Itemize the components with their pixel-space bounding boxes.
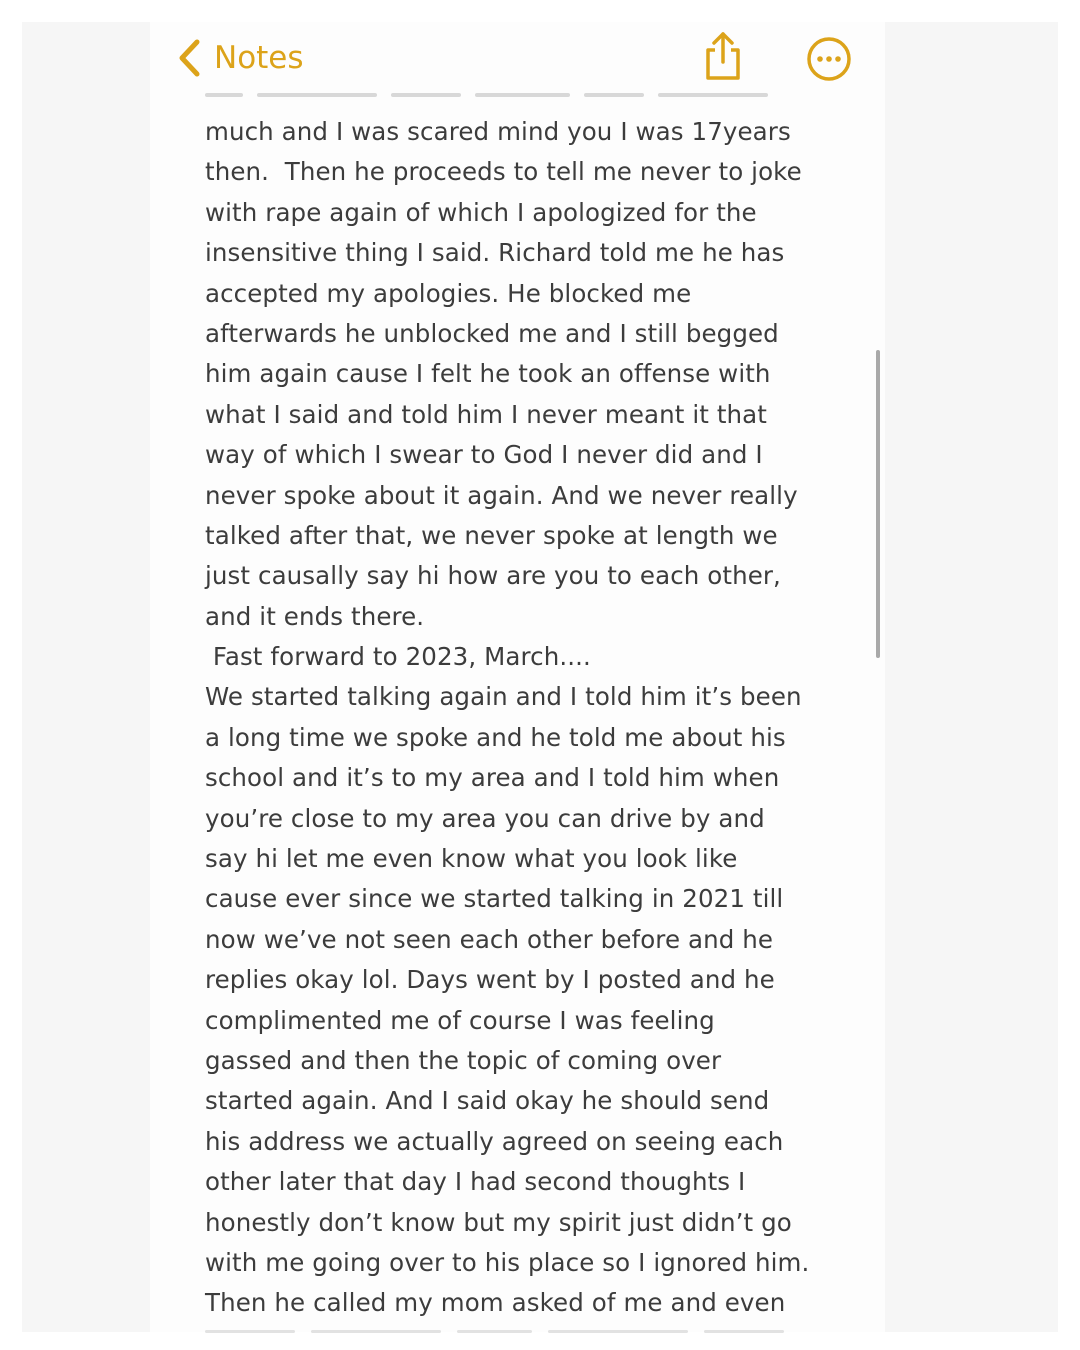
note-line: with me going over to his place so I ignored him. [205, 1247, 810, 1277]
scroll-indicator[interactable] [876, 350, 880, 658]
share-icon [700, 30, 746, 82]
note-line: his address we actually agreed on seeing each [205, 1126, 784, 1156]
note-line: Then he called my mom asked of me and even [205, 1288, 786, 1318]
navigation-bar [0, 0, 1080, 100]
back-button[interactable] [172, 34, 304, 82]
note-line: and it ends there. [205, 601, 425, 631]
note-line: cause ever since we started talking in 2021 till [205, 884, 784, 914]
clipped-text-line-bottom [205, 1330, 825, 1336]
clipped-text-line [205, 90, 805, 100]
share-button[interactable] [700, 30, 746, 82]
note-line: school and it’s to my area and I told him when [205, 763, 780, 793]
note-line: accepted my apologies. He blocked me [205, 278, 692, 308]
note-line: started again. And I said okay he should send [205, 1086, 770, 1116]
note-line: with rape again of which I apologized for the [205, 197, 757, 227]
note-line: afterwards he unblocked me and I still begged [205, 318, 779, 348]
note-line: what I said and told him I never meant it that [205, 399, 767, 429]
note-line: way of which I swear to God I never did and I [205, 440, 763, 470]
note-line: insensitive thing I said. Richard told me he has [205, 238, 785, 268]
more-button[interactable] [806, 36, 852, 82]
ellipsis-circle-icon [806, 36, 852, 82]
note-line: talked after that, we never spoke at length we [205, 520, 778, 550]
note-line: replies okay lol. Days went by I posted and he [205, 965, 775, 995]
note-line: just causally say hi how are you to each other, [205, 561, 781, 591]
note-line: never spoke about it again. And we never really [205, 480, 798, 510]
note-line: a long time we spoke and he told me about his [205, 722, 786, 752]
note-line: complimented me of course I was feeling [205, 1005, 715, 1035]
note-line: then. Then he proceeds to tell me never to joke [205, 157, 802, 187]
note-line: other later that day I had second thoughts I [205, 1167, 746, 1197]
note-line: much and I was scared mind you I was 17years [205, 117, 791, 146]
note-line: Fast forward to 2023, March.... [205, 642, 591, 672]
note-line: say hi let me even know what you look like [205, 844, 738, 874]
note-line: honestly don’t know but my spirit just didn’t go [205, 1207, 792, 1237]
note-line: now we’ve not seen each other before and he [205, 924, 774, 954]
chevron-left-icon [172, 34, 212, 82]
note-line: him again cause I felt he took an offense with [205, 359, 771, 389]
back-label: Notes [214, 40, 304, 76]
note-line: We started talking again and I told him it’s been [205, 682, 802, 712]
note-body[interactable] [205, 112, 855, 1324]
note-line: you’re close to my area you can drive by and [205, 803, 765, 833]
note-line: gassed and then the topic of coming over [205, 1045, 722, 1075]
